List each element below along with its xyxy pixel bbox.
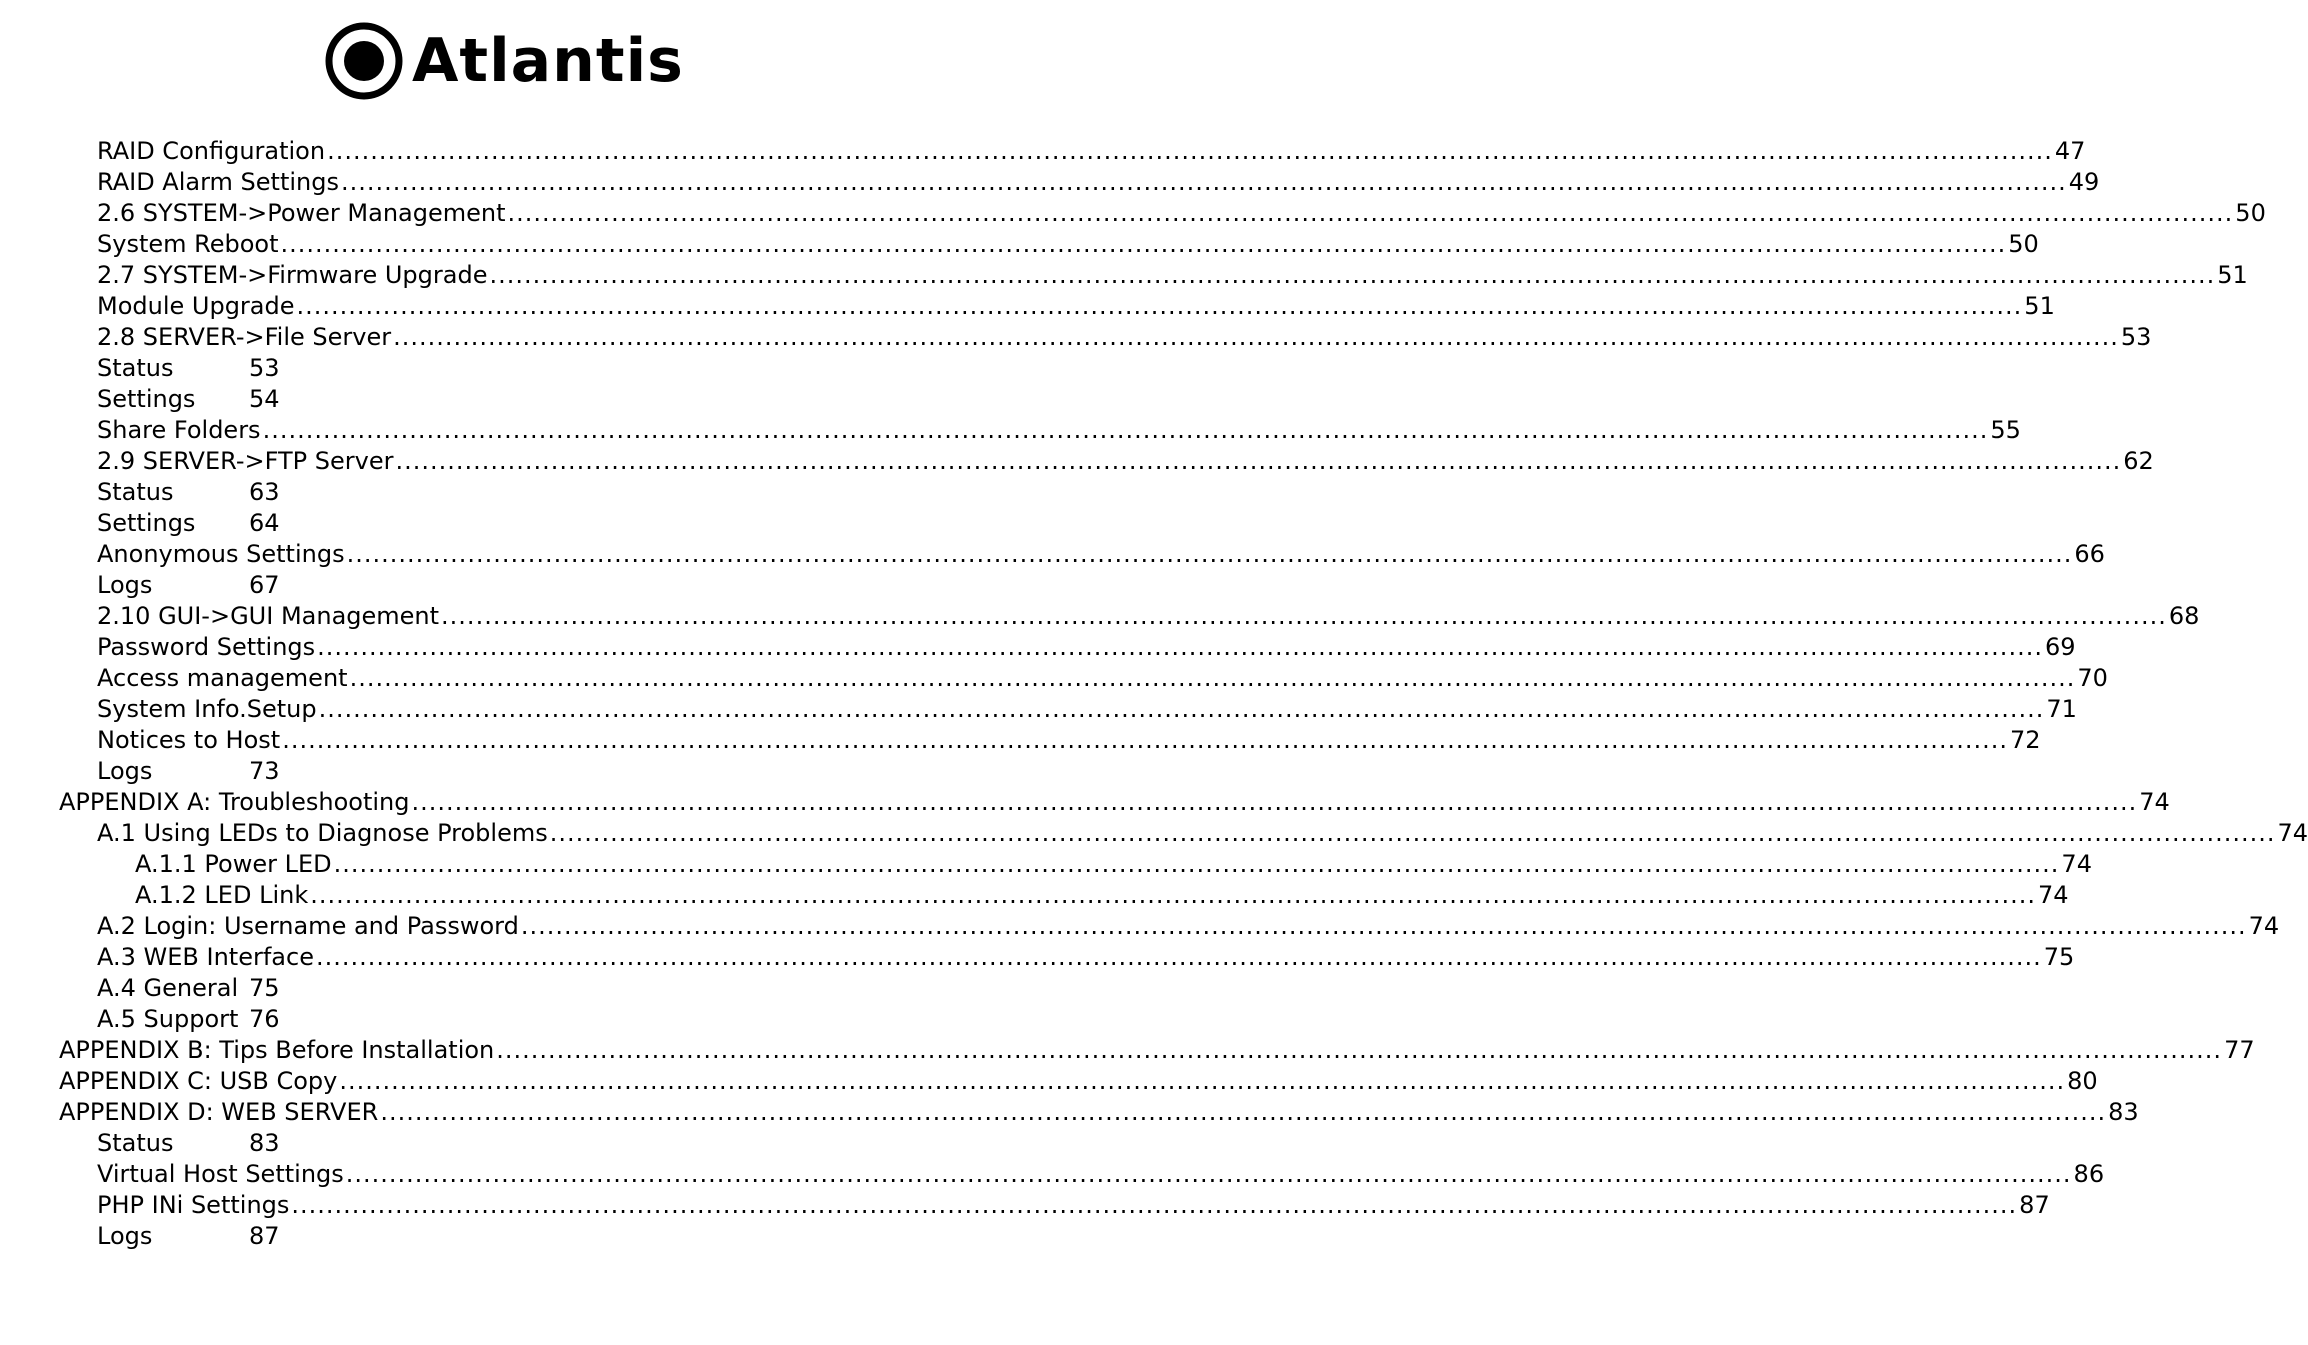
toc-entry[interactable] xyxy=(97,260,2248,291)
toc-entry-leader: ........................................................................................................................................................................................................ xyxy=(346,540,2073,568)
toc-entry-label: System Info.Setup xyxy=(97,695,317,723)
toc-entry-page: 72 xyxy=(2009,726,2041,754)
toc-entry-label: APPENDIX A: Troubleshooting xyxy=(59,788,410,816)
toc-entry-label: A.2 Login: Username and Password xyxy=(97,912,519,940)
toc-entry-leader: ........................................................................................................................................................................................................ xyxy=(341,168,2067,196)
toc-entry-label: Status xyxy=(97,478,174,506)
toc-entry-leader: ........................................................................................................................................................................................................ xyxy=(380,1098,2107,1126)
toc-entry[interactable] xyxy=(97,694,2077,725)
toc-entry-page: 75 xyxy=(249,974,280,1002)
toc-entry[interactable] xyxy=(59,1066,2098,1097)
toc-entry[interactable] xyxy=(135,849,2092,880)
toc-entry[interactable] xyxy=(97,632,2076,663)
toc-entry-page: 71 xyxy=(2046,695,2077,723)
toc-entry-label: A.3 WEB Interface xyxy=(97,943,314,971)
toc-entry-label: APPENDIX C: USB Copy xyxy=(59,1067,338,1095)
toc-entry-label: 2.9 SERVER->FTP Server xyxy=(97,447,394,475)
toc-entry-page: 53 xyxy=(249,354,280,382)
toc-entry-page: 74 xyxy=(2277,819,2308,847)
toc-entry[interactable] xyxy=(97,973,921,1004)
toc-entry[interactable] xyxy=(97,1190,2050,1221)
toc-entry-label: APPENDIX B: Tips Before Installation xyxy=(59,1036,495,1064)
toc-entry-leader: ........................................................................................................................................................................................................ xyxy=(520,912,2247,940)
toc-entry[interactable] xyxy=(97,167,2100,198)
toc-entry[interactable] xyxy=(97,1221,921,1252)
toc-entry-page: 83 xyxy=(2108,1098,2139,1126)
toc-entry-label: 2.10 GUI->GUI Management xyxy=(97,602,440,630)
toc-entry-label: Logs xyxy=(97,571,153,599)
toc-entry-leader: ........................................................................................................................................................................................................ xyxy=(339,1067,2066,1095)
toc-entry-page: 63 xyxy=(249,478,280,506)
toc-entry[interactable] xyxy=(97,136,2086,167)
toc-entry-leader: ........................................................................................................................................................................................................ xyxy=(393,323,2119,351)
toc-entry[interactable] xyxy=(97,1159,2105,1190)
toc-entry[interactable] xyxy=(97,1004,921,1035)
toc-entry[interactable] xyxy=(97,570,921,601)
toc-entry-leader: ........................................................................................................................................................................................................ xyxy=(507,199,2234,227)
toc-entry[interactable] xyxy=(97,508,921,539)
toc-entry-page: 74 xyxy=(2061,850,2092,878)
toc-entry[interactable] xyxy=(97,322,2152,353)
toc-entry-label: Status xyxy=(97,354,174,382)
toc-entry-leader: ........................................................................................................................................................................................................ xyxy=(317,633,2043,661)
toc-entry-leader: ........................................................................................................................................................................................................ xyxy=(296,292,2023,320)
toc-entry-label: A.1 Using LEDs to Diagnose Problems xyxy=(97,819,548,847)
toc-entry-label: 2.6 SYSTEM->Power Management xyxy=(97,199,506,227)
toc-entry-leader: ........................................................................................................................................................................................................ xyxy=(441,602,2167,630)
toc-entry-page: 47 xyxy=(2054,137,2086,165)
toc-entry-page: 53 xyxy=(2120,323,2152,351)
toc-entry-label: Notices to Host xyxy=(97,726,281,754)
toc-entry[interactable] xyxy=(97,539,2105,570)
toc-entry-label: Password Settings xyxy=(97,633,316,661)
toc-entry-label: A.1.1 Power LED xyxy=(135,850,332,878)
toc-entry-label: Anonymous Settings xyxy=(97,540,345,568)
toc-entry-page: 68 xyxy=(2168,602,2200,630)
toc-entry[interactable] xyxy=(97,942,2075,973)
toc-entry-page: 69 xyxy=(2044,633,2076,661)
toc-entry[interactable] xyxy=(97,911,2280,942)
toc-entry[interactable] xyxy=(59,1097,2139,1128)
toc-entry-page: 87 xyxy=(2019,1191,2050,1219)
toc-entry-page: 51 xyxy=(2024,292,2055,320)
toc-entry[interactable] xyxy=(59,1035,2255,1066)
toc-entry-page: 55 xyxy=(1990,416,2021,444)
toc-entry-leader: ........................................................................................................................................................................................................ xyxy=(395,447,2122,475)
toc-entry-leader: ........................................................................................................................................................................................................ xyxy=(349,664,2076,692)
toc-entry-page: 73 xyxy=(249,757,280,785)
toc-entry-label: 2.8 SERVER->File Server xyxy=(97,323,392,351)
toc-entry[interactable] xyxy=(97,601,2200,632)
toc-entry[interactable] xyxy=(135,880,2069,911)
toc-entry-leader: ........................................................................................................................................................................................................ xyxy=(310,881,2036,909)
toc-entry-page: 50 xyxy=(2008,230,2039,258)
toc-entry-label: System Reboot xyxy=(97,230,279,258)
toc-entry[interactable] xyxy=(59,787,2170,818)
toc-entry-leader: ........................................................................................................................................................................................................ xyxy=(291,1191,2018,1219)
toc-entry-leader: ........................................................................................................................................................................................................ xyxy=(280,230,2007,258)
toc-entry-label: RAID Configuration xyxy=(97,137,326,165)
toc-entry-label: Share Folders xyxy=(97,416,261,444)
toc-entry-label: Status xyxy=(97,1129,174,1157)
toc-entry-page: 67 xyxy=(249,571,280,599)
toc-entry[interactable] xyxy=(97,446,2154,477)
toc-entry-label: Logs xyxy=(97,757,153,785)
toc-entry-leader: ........................................................................................................................................................................................................ xyxy=(333,850,2060,878)
toc-entry-leader: ........................................................................................................................................................................................................ xyxy=(318,695,2045,723)
toc-entry[interactable] xyxy=(97,756,921,787)
toc-entry[interactable] xyxy=(97,415,2021,446)
toc-entry[interactable] xyxy=(97,353,921,384)
toc-entry-label: APPENDIX D: WEB SERVER xyxy=(59,1098,379,1126)
toc-entry-label: A.5 Support xyxy=(97,1005,239,1033)
logo-text: Atlantis xyxy=(412,26,684,96)
toc-entry[interactable] xyxy=(97,663,2108,694)
toc-entry-page: 62 xyxy=(2123,447,2154,475)
toc-entry-leader: ........................................................................................................................................................................................................ xyxy=(345,1160,2072,1188)
toc-entry-page: 76 xyxy=(249,1005,280,1033)
toc-entry-label: Logs xyxy=(97,1222,153,1250)
toc-entry-leader: ........................................................................................................................................................................................................ xyxy=(411,788,2138,816)
toc-entry-leader: ........................................................................................................................................................................................................ xyxy=(262,416,1989,444)
toc-entry-leader: ........................................................................................................................................................................................................ xyxy=(282,726,2008,754)
toc-entry-label: PHP INi Settings xyxy=(97,1191,290,1219)
toc-entry-page: 80 xyxy=(2067,1067,2098,1095)
toc-entry-page: 51 xyxy=(2217,261,2248,289)
toc-entry-label: Settings xyxy=(97,385,196,413)
toc-entry-leader: ........................................................................................................................................................................................................ xyxy=(549,819,2276,847)
toc-entry[interactable] xyxy=(97,477,921,508)
logo-circle-icon xyxy=(324,22,408,100)
toc-entry-page: 49 xyxy=(2068,168,2100,196)
atlantis-logo xyxy=(324,22,684,100)
toc-entry-page: 64 xyxy=(249,509,280,537)
toc-entry-page: 74 xyxy=(2139,788,2170,816)
toc-entry[interactable] xyxy=(97,198,2266,229)
toc-entry-label: A.4 General xyxy=(97,974,239,1002)
toc-entry-page: 83 xyxy=(249,1129,280,1157)
toc-entry-page: 66 xyxy=(2074,540,2105,568)
toc-entry-page: 70 xyxy=(2077,664,2108,692)
toc-entry-leader: ........................................................................................................................................................................................................ xyxy=(327,137,2053,165)
toc-entry[interactable] xyxy=(97,384,921,415)
toc-entry-leader: ........................................................................................................................................................................................................ xyxy=(489,261,2216,289)
toc-entry-leader: ........................................................................................................................................................................................................ xyxy=(496,1036,2223,1064)
toc-entry-label: Module Upgrade xyxy=(97,292,295,320)
toc-entry-page: 50 xyxy=(2235,199,2266,227)
toc-entry-label: 2.7 SYSTEM->Firmware Upgrade xyxy=(97,261,488,289)
toc-entry[interactable] xyxy=(97,1128,921,1159)
toc-entry[interactable] xyxy=(97,818,2308,849)
toc-entry-page: 54 xyxy=(249,385,280,413)
toc-entry[interactable] xyxy=(97,725,2041,756)
toc-entry-label: Virtual Host Settings xyxy=(97,1160,344,1188)
toc-entry-page: 86 xyxy=(2073,1160,2105,1188)
toc-entry-page: 74 xyxy=(2038,881,2069,909)
toc-entry[interactable] xyxy=(97,291,2055,322)
toc-entry-label: Access management xyxy=(97,664,348,692)
toc-entry[interactable] xyxy=(97,229,2039,260)
toc-entry-label: A.1.2 LED Link xyxy=(135,881,309,909)
toc-entry-page: 74 xyxy=(2248,912,2280,940)
toc-entry-page: 77 xyxy=(2224,1036,2255,1064)
toc-entry-page: 87 xyxy=(249,1222,280,1250)
toc-entry-label: Settings xyxy=(97,509,196,537)
toc-entry-label: RAID Alarm Settings xyxy=(97,168,339,196)
toc-entry-leader: ........................................................................................................................................................................................................ xyxy=(315,943,2042,971)
toc-entry-page: 75 xyxy=(2043,943,2075,971)
